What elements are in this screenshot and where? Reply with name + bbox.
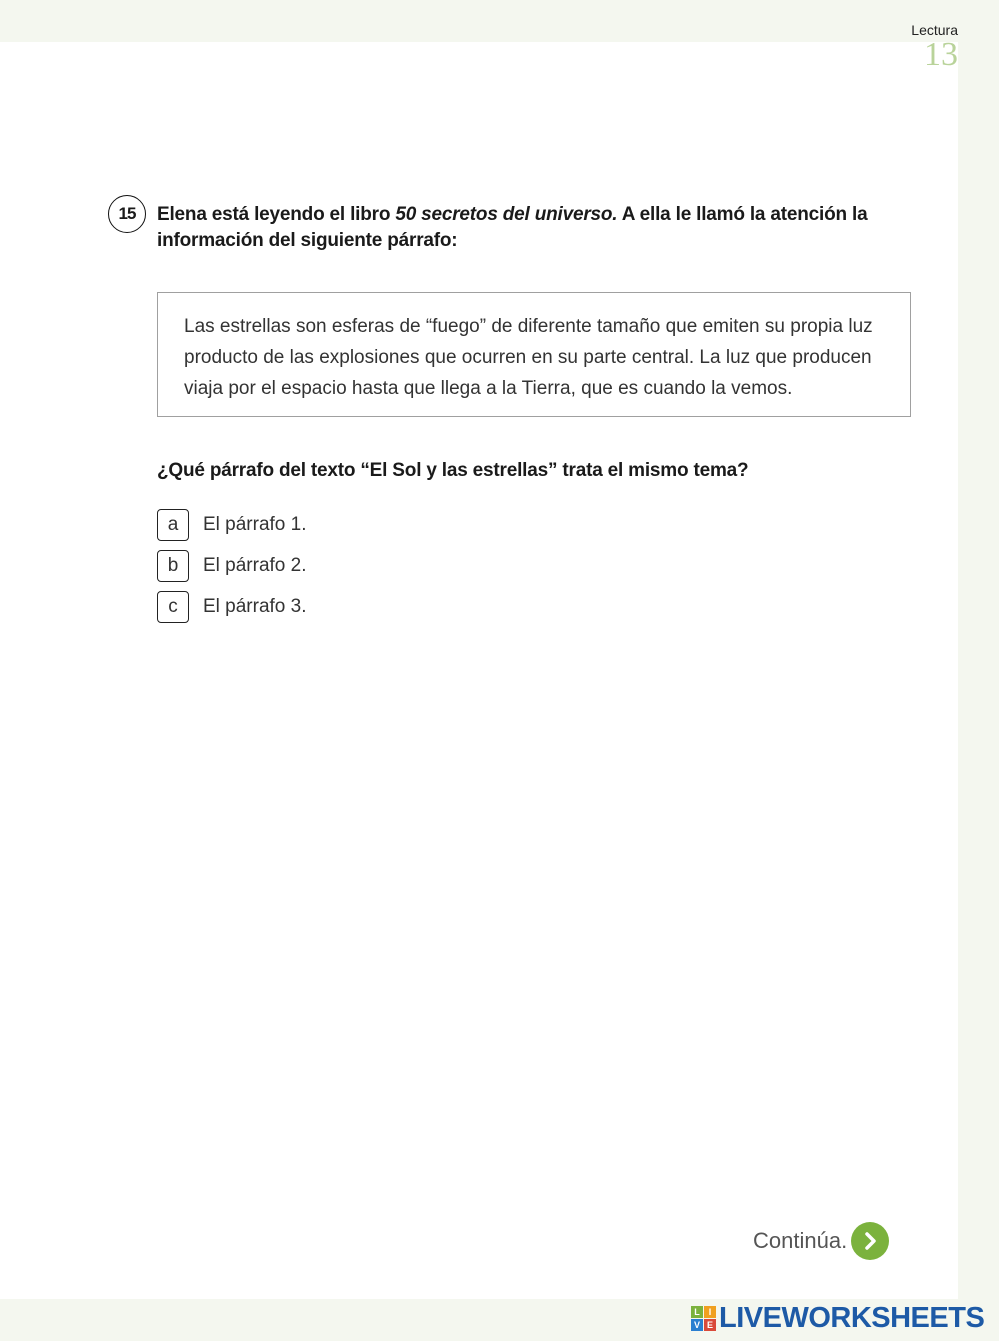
- logo-letter: E: [704, 1319, 716, 1331]
- option-letter-box[interactable]: c: [157, 591, 189, 623]
- option-text: El párrafo 3.: [203, 596, 307, 617]
- option-letter-box[interactable]: b: [157, 550, 189, 582]
- section-label: Lectura: [911, 22, 958, 38]
- top-band: [0, 0, 999, 42]
- liveworksheets-brand: [691, 1302, 984, 1335]
- stem-text-before: Elena está leyendo el libro: [157, 204, 396, 225]
- option-letter-box[interactable]: a: [157, 509, 189, 541]
- option-text: El párrafo 2.: [203, 555, 307, 576]
- option-b[interactable]: [157, 550, 307, 582]
- continue-label: Continúa.: [753, 1228, 848, 1253]
- chevron-right-icon: [851, 1222, 889, 1260]
- question-stem: [157, 202, 927, 254]
- option-a[interactable]: [157, 509, 307, 541]
- option-c[interactable]: [157, 591, 307, 623]
- right-margin-band: [958, 0, 999, 1341]
- question-number: 15: [108, 195, 146, 233]
- liveworksheets-logo-icon: [691, 1306, 716, 1331]
- question-prompt: ¿Qué párrafo del texto “El Sol y las estrellas” trata el mismo tema?: [157, 460, 749, 481]
- stem-text-after: A ella le llamó la atención la información del siguiente párrafo:: [157, 204, 868, 251]
- logo-letter: V: [691, 1319, 703, 1331]
- option-text: El párrafo 1.: [203, 514, 307, 535]
- logo-letter: I: [704, 1306, 716, 1318]
- page-number: 13: [924, 36, 958, 73]
- book-title: 50 secretos del universo.: [395, 204, 618, 225]
- logo-letter: L: [691, 1306, 703, 1318]
- brand-text: LIVEWORKSHEETS: [719, 1302, 985, 1334]
- quoted-passage: Las estrellas son esferas de “fuego” de diferente tamaño que emiten su propia luz producto de las explosiones que ocurren en su parte central. La luz que producen viaja por el espacio hasta que llega a la Tierra, que es cuando la vemos.: [157, 292, 911, 417]
- continue-indicator: [753, 1222, 889, 1260]
